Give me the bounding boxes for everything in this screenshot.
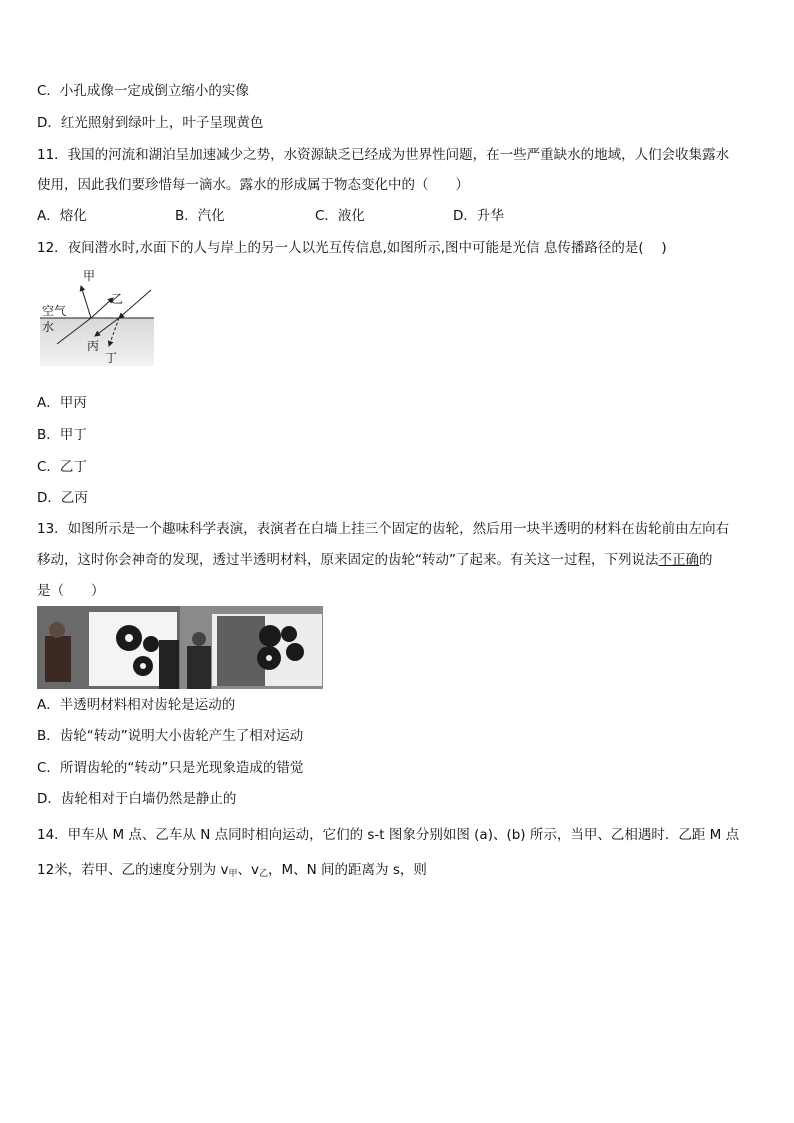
- q14-stem-line1: 14．甲车从 M 点、乙车从 N 点同时相向运动，它们的 s-t 图象分别如图 (a)、(b) 所示，当甲、乙相遇时．乙距 M 点: [37, 827, 740, 843]
- q11-option-a: A．熔化: [37, 208, 87, 224]
- label-water: 水: [42, 320, 55, 334]
- q14-text-a: 12米，若甲、乙的速度分别为 v: [37, 862, 229, 878]
- option-c-prev: C．小孔成像一定成倒立缩小的实像: [37, 83, 249, 99]
- label-jia: 甲: [83, 269, 96, 283]
- label-yi: 乙: [111, 292, 124, 306]
- label-bing: 丙: [87, 339, 100, 353]
- q13-option-b: B．齿轮“转动”说明大小齿轮产生了相对运动: [37, 728, 304, 744]
- q11-option-b: B．汽化: [175, 208, 225, 224]
- q13-stem-line3: 是（ ）: [37, 583, 105, 599]
- ray-air-right: [119, 290, 151, 318]
- q13-stem-line2: [37, 551, 713, 569]
- q14-text-b: 、v: [237, 862, 259, 878]
- q13-option-a: A．半透明材料相对齿轮是运动的: [37, 697, 236, 713]
- person-right: [187, 646, 211, 689]
- label-air: 空气: [42, 304, 67, 318]
- person-right-head: [192, 632, 206, 646]
- q11-option-d: D．升华: [453, 208, 504, 224]
- q11-options: [37, 207, 504, 225]
- q12-stem: 12．夜间潜水时,水面下的人与岸上的另一人以光互传信息,如图所示,图中可能是光信 息传播路径的是( ): [37, 240, 667, 256]
- translucent-sheet: [217, 616, 265, 686]
- person-left-head: [49, 622, 65, 638]
- q14-sub-jia: 甲: [228, 869, 238, 879]
- q12-option-b: B．甲丁: [37, 427, 87, 443]
- q11-stem-line1: 11．我国的河流和湖泊呈加速减少之势，水资源缺乏已经成为世界性问题，在一些严重缺水的地域，人们会收集露水: [37, 147, 730, 163]
- q14-stem-line2: [37, 861, 427, 883]
- q11-option-c: C．液化: [315, 208, 365, 224]
- q13-stem-text-end: 的: [699, 552, 713, 568]
- q14-text-c: ，M、N 间的距离为 s，则: [268, 862, 427, 878]
- q14-sub-yi: 乙: [258, 869, 268, 879]
- person-center: [159, 640, 179, 689]
- q13-stem-text: 移动，这时你会神奇的发现，透过半透明材料，原来固定的齿轮“转动”了起来。有关这一过程，下列说法: [37, 552, 659, 568]
- option-d-prev: D．红光照射到绿叶上，叶子呈现黄色: [37, 115, 264, 131]
- q13-underlined-word: 不正确: [658, 552, 699, 568]
- gear-performance-photo: [37, 606, 323, 689]
- q13-stem-line1: 13．如图所示是一个趣味科学表演，表演者在白墙上挂三个固定的齿轮，然后用一块半透明的材料在齿轮前由左向右: [37, 521, 730, 537]
- q12-option-c: C．乙丁: [37, 459, 87, 475]
- q13-option-c: C．所谓齿轮的“转动”只是光现象造成的错觉: [37, 760, 304, 776]
- refraction-diagram: [37, 266, 157, 370]
- ray-yi: [91, 298, 113, 318]
- label-ding: 丁: [105, 351, 118, 365]
- q13-option-d: D．齿轮相对于白墙仍然是静止的: [37, 791, 237, 807]
- person-left: [45, 636, 71, 682]
- q12-option-a: A．甲丙: [37, 395, 87, 411]
- ray-jia: [81, 286, 91, 318]
- q11-stem-line2: 使用，因此我们要珍惜每一滴水。露水的形成属于物态变化中的（ ）: [37, 177, 469, 193]
- q12-option-d: D．乙丙: [37, 490, 88, 506]
